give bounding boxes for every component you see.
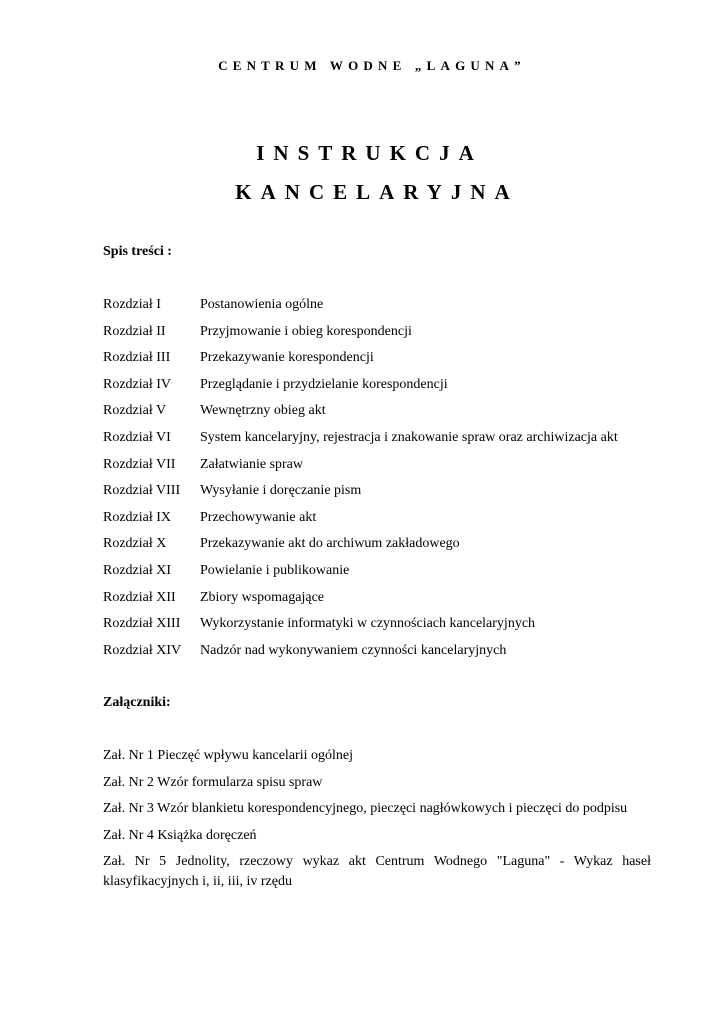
- chapter-title: Wysyłanie i doręczanie pism: [200, 483, 362, 499]
- toc-item: [103, 348, 663, 375]
- chapter-number: Rozdział VIII: [103, 483, 181, 499]
- document-title-line-2: KANCELARYJNA: [235, 180, 519, 204]
- chapter-title: Nadzór nad wykonywaniem czynności kancelaryjnych: [200, 642, 507, 658]
- chapter-title: Zbiory wspomagające: [200, 589, 325, 605]
- chapter-title: Przyjmowanie i obieg korespondencji: [200, 323, 412, 339]
- toc-item: [103, 508, 663, 535]
- toc-item: [103, 375, 663, 402]
- chapter-number: Rozdział V: [103, 403, 167, 419]
- chapter-number: Rozdział II: [103, 323, 166, 339]
- toc-item: [103, 588, 663, 615]
- toc-item: [103, 534, 663, 561]
- chapter-title: Załatwianie spraw: [200, 456, 304, 472]
- chapter-number: Rozdział IX: [103, 509, 172, 525]
- chapter-title: Postanowienia ogólne: [200, 297, 324, 312]
- chapter-title: Wykorzystanie informatyki w czynnościach kancelaryjnych: [200, 616, 536, 632]
- chapter-number: Rozdział IV: [103, 376, 172, 392]
- attachments-heading: Załączniki:: [103, 695, 171, 710]
- chapter-number: Rozdział I: [103, 297, 161, 312]
- toc-item: [103, 614, 663, 641]
- chapter-title: Przechowywanie akt: [200, 509, 317, 525]
- attachment-item: Zał. Nr 4 Książka doręczeń: [103, 827, 257, 843]
- toc-item: [103, 481, 663, 508]
- attachment-item: Zał. Nr 1 Pieczęć wpływu kancelarii ogólnej: [103, 748, 353, 763]
- chapter-title: Powielanie i publikowanie: [200, 562, 350, 578]
- toc-heading: Spis treści :: [103, 244, 172, 259]
- attachments-list: [103, 746, 651, 899]
- document-title-line-1: INSTRUKCJA: [256, 141, 483, 165]
- table-of-contents: [103, 295, 663, 667]
- chapter-number: Rozdział XIII: [103, 616, 181, 632]
- toc-item: [103, 322, 663, 349]
- toc-item: [103, 455, 663, 482]
- chapter-title: System kancelaryjny, rejestracja i znakowanie spraw oraz archiwizacja akt: [200, 429, 618, 445]
- toc-item: [103, 295, 663, 322]
- chapter-number: Rozdział III: [103, 350, 171, 366]
- toc-item: [103, 401, 663, 428]
- attachment-item: Zał. Nr 5 Jednolity, rzeczowy wykaz akt Centrum Wodnego "Laguna" - Wykaz haseł klasyfikacyjnych i, ii, iii, iv rzędu: [103, 854, 651, 890]
- organization-name: CENTRUM WODNE „LAGUNA”: [218, 58, 526, 73]
- attachment-item: Zał. Nr 3 Wzór blankietu korespondencyjnego, pieczęci nagłówkowych i pieczęci do podpisu: [103, 801, 628, 817]
- chapter-title: Wewnętrzny obieg akt: [200, 403, 326, 419]
- toc-item: [103, 561, 663, 588]
- toc-item: [103, 428, 663, 455]
- chapter-title: Przekazywanie korespondencji: [200, 350, 374, 366]
- chapter-number: Rozdział VII: [103, 456, 176, 472]
- chapter-number: Rozdział XI: [103, 562, 172, 578]
- toc-item: [103, 641, 663, 668]
- chapter-number: Rozdział XIV: [103, 642, 182, 658]
- chapter-number: Rozdział XII: [103, 589, 176, 605]
- chapter-number: Rozdział X: [103, 536, 167, 552]
- attachment-item: Zał. Nr 2 Wzór formularza spisu spraw: [103, 774, 323, 790]
- chapter-title: Przekazywanie akt do archiwum zakładowego: [200, 536, 460, 552]
- chapter-number: Rozdział VI: [103, 429, 171, 445]
- chapter-title: Przeglądanie i przydzielanie korespondencji: [200, 376, 448, 392]
